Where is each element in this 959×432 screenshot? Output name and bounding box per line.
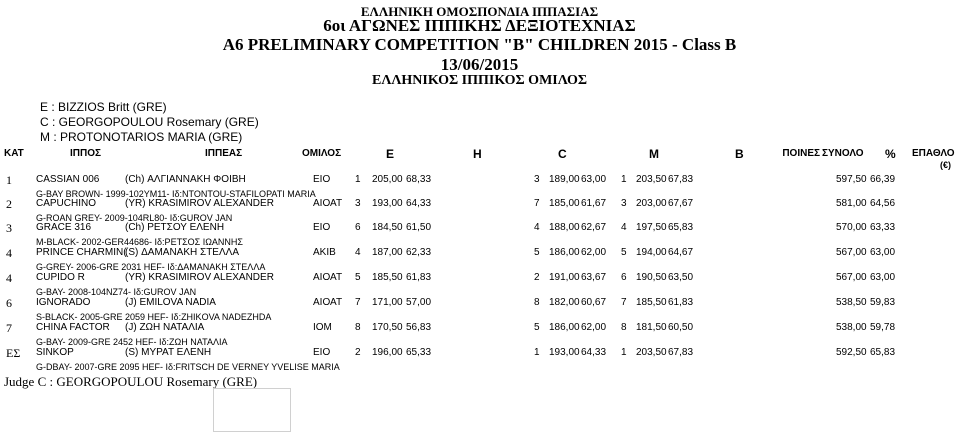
row-rank: 4 <box>6 271 12 285</box>
judges-list <box>40 100 259 145</box>
cell-c-rank: 4 <box>534 222 540 233</box>
cell-m-pct: 63,50 <box>668 272 694 283</box>
judge-c: C : GEORGOPOULOU Rosemary (GRE) <box>40 115 259 129</box>
col-c: C <box>558 147 567 161</box>
cell-rider: (J) ΖΩΗ ΝΑΤΑΛΙΑ <box>125 322 205 333</box>
empty-note-box <box>213 388 291 432</box>
cell-club: ΙΟΜ <box>313 322 332 333</box>
cell-c-score: 186,00 <box>549 247 580 258</box>
col-b: B <box>735 147 744 161</box>
cell-m-rank: 3 <box>621 198 627 209</box>
cell-pct: 66,39 <box>870 174 896 185</box>
cell-m-pct: 65,83 <box>668 222 694 233</box>
cell-c-rank: 2 <box>534 272 540 283</box>
cell-m-pct: 60,50 <box>668 322 694 333</box>
cell-e-pct: 65,33 <box>406 347 432 358</box>
horse-details: M-BLACK- 2002-GER44686- Ιδ:ΡΕΤΣΟΣ ΙΩΑΝΝΗΣ <box>36 237 243 247</box>
cell-e-score: 196,00 <box>372 347 403 358</box>
col-e: E <box>386 147 395 161</box>
cell-m-score: 203,00 <box>636 198 667 209</box>
cell-c-pct: 62,00 <box>581 247 607 258</box>
cell-c-score: 185,00 <box>549 198 580 209</box>
col-rider: ΙΠΠΕΑΣ <box>205 148 243 159</box>
cell-c-score: 182,00 <box>549 297 580 308</box>
competition-date: 13/06/2015 <box>440 55 519 74</box>
row-rank: 6 <box>6 296 12 310</box>
cell-pct: 59,83 <box>870 297 896 308</box>
cell-m-pct: 67,67 <box>668 198 694 209</box>
cell-m-rank: 6 <box>621 272 627 283</box>
cell-horse: PRINCE CHARMIN( <box>36 247 127 258</box>
cell-club: ΕΙΟ <box>313 222 331 233</box>
cell-c-score: 191,00 <box>549 272 580 283</box>
cell-c-rank: 8 <box>534 297 540 308</box>
cell-c-pct: 60,67 <box>581 297 607 308</box>
cell-rider: (J) EMILOVA NADIA <box>125 297 216 308</box>
cell-total: 567,00 <box>836 247 867 258</box>
cell-m-pct: 67,83 <box>668 347 694 358</box>
col-kat: ΚΑΤ <box>4 148 24 159</box>
cell-rider: (S) ΜΥΡΑΤ ΕΛΕΝΗ <box>125 347 212 358</box>
cell-c-pct: 63,67 <box>581 272 607 283</box>
cell-club: ΑΙΟΑΤ <box>313 297 343 308</box>
cell-c-score: 188,00 <box>549 222 580 233</box>
footer-judge: Judge C : GEORGOPOULOU Rosemary (GRE) <box>4 374 258 389</box>
col-percent: % <box>885 147 896 161</box>
cell-m-score: 185,50 <box>636 297 667 308</box>
cell-e-score: 187,00 <box>372 247 403 258</box>
cell-rider: (Ch) ΑΛΓΙΑΝΝΑΚΗ ΦΟΙΒΗ <box>125 174 246 185</box>
cell-m-rank: 5 <box>621 247 627 258</box>
cell-total: 567,00 <box>836 272 867 283</box>
col-total: ΣΥΝΟΛΟ <box>822 148 864 159</box>
cell-rider: (Ch) ΡΕΤΣΟΥ ΕΛΕΝΗ <box>125 222 225 233</box>
cell-pct: 63,00 <box>870 247 896 258</box>
cell-m-rank: 8 <box>621 322 627 333</box>
cell-rider: (S) ΔΑΜΑΝΑΚΗ ΣΤΕΛΛΑ <box>125 247 240 258</box>
cell-horse: IGNORADO <box>36 297 91 308</box>
cell-rider: (YR) KRASIMIROV ALEXANDER <box>125 198 274 209</box>
cell-c-pct: 62,67 <box>581 222 607 233</box>
col-penalties: ΠΟΙΝΕΣ <box>782 148 820 159</box>
cell-m-score: 203,50 <box>636 174 667 185</box>
cell-c-pct: 62,00 <box>581 322 607 333</box>
cell-e-pct: 61,50 <box>406 222 432 233</box>
cell-horse: CAPUCHINO <box>36 198 97 209</box>
cell-c-rank: 3 <box>534 174 540 185</box>
cell-e-score: 170,50 <box>372 322 403 333</box>
cell-rider: (YR) KRASIMIROV ALEXANDER <box>125 272 274 283</box>
cell-horse: CUPIDO R <box>36 272 85 283</box>
cell-c-score: 186,00 <box>549 322 580 333</box>
judge-m: M : PROTONOTARIOS MARIA (GRE) <box>40 130 243 144</box>
cell-c-rank: 5 <box>534 247 540 258</box>
cell-m-rank: 4 <box>621 222 627 233</box>
col-horse: ΙΠΠΟΣ <box>70 148 102 159</box>
cell-c-pct: 64,33 <box>581 347 607 358</box>
cell-e-rank: 6 <box>355 222 361 233</box>
col-h: H <box>473 147 482 161</box>
cell-e-pct: 56,83 <box>406 322 432 333</box>
cell-e-pct: 62,33 <box>406 247 432 258</box>
col-m: M <box>649 147 659 161</box>
cell-m-score: 194,00 <box>636 247 667 258</box>
cell-e-rank: 2 <box>355 347 361 358</box>
cell-club: ΑΙΟΑΤ <box>313 272 343 283</box>
cell-total: 597,50 <box>836 174 867 185</box>
cell-m-score: 203,50 <box>636 347 667 358</box>
cell-pct: 63,33 <box>870 222 896 233</box>
organizer: ΕΛΛΗΝΙΚΟΣ ΙΠΠΙΚΟΣ ΟΜΙΛΟΣ <box>371 73 587 88</box>
cell-m-pct: 67,83 <box>668 174 694 185</box>
cell-total: 570,00 <box>836 222 867 233</box>
cell-horse: CASSIAN 006 <box>36 174 100 185</box>
cell-e-rank: 3 <box>355 198 361 209</box>
cell-m-pct: 64,67 <box>668 247 694 258</box>
cell-pct: 63,00 <box>870 272 896 283</box>
horse-details: S-BLACK- 2005-GRE 2059 HEF- Ιδ:ZHIKOVA NADEZHDA <box>36 312 272 322</box>
cell-total: 581,00 <box>836 198 867 209</box>
competition-title: A6 PRELIMINARY COMPETITION "B" CHILDREN 2015 - Class B <box>222 35 737 54</box>
cell-e-rank: 1 <box>355 174 361 185</box>
cell-club: ΑΙΟΑΤ <box>313 198 343 209</box>
cell-e-pct: 57,00 <box>406 297 432 308</box>
cell-club: ΕΙΟ <box>313 347 331 358</box>
cell-e-pct: 68,33 <box>406 174 432 185</box>
cell-e-score: 205,00 <box>372 174 403 185</box>
cell-e-score: 185,50 <box>372 272 403 283</box>
cell-m-score: 190,50 <box>636 272 667 283</box>
horse-details: G-ROAN GREY- 2009-104RL80- Ιδ:GUROV JAN <box>36 213 233 223</box>
cell-pct: 59,78 <box>870 322 896 333</box>
cell-pct: 65,83 <box>870 347 896 358</box>
cell-m-score: 197,50 <box>636 222 667 233</box>
cell-c-rank: 1 <box>534 347 540 358</box>
cell-e-score: 171,00 <box>372 297 403 308</box>
header-line-1: ΕΛΛΗΝΙΚΗ ΟΜΟΣΠΟΝΔΙΑ ΙΠΠΑΣΙΑΣ <box>360 4 599 19</box>
cell-e-score: 184,50 <box>372 222 403 233</box>
row-rank: ΕΣ <box>6 346 21 360</box>
cell-total: 538,00 <box>836 322 867 333</box>
cell-total: 592,50 <box>836 347 867 358</box>
cell-e-rank: 8 <box>355 322 361 333</box>
cell-m-score: 181,50 <box>636 322 667 333</box>
header-line-2: 6οι ΑΓΩΝΕΣ ΙΠΠΙΚΗΣ ΔΕΞΙΟΤΕΧΝΙΑΣ <box>323 16 636 35</box>
cell-e-rank: 7 <box>355 297 361 308</box>
cell-m-rank: 1 <box>621 347 627 358</box>
cell-horse: CHINA FACTOR <box>36 322 110 333</box>
cell-c-score: 193,00 <box>549 347 580 358</box>
horse-details: G-GREY- 2006-GRE 2031 HEF- Ιδ:ΔΑΜΑΝΑΚΗ ΣΤΕΛΛΑ <box>36 262 266 272</box>
cell-e-rank: 4 <box>355 247 361 258</box>
row-rank: 4 <box>6 246 12 260</box>
cell-club: ΑΚΙΒ <box>313 247 336 258</box>
judge-e: E : BIZZIOS Britt (GRE) <box>40 100 167 114</box>
euro-unit: (€) <box>940 160 951 170</box>
col-club: ΟΜΙΛΟΣ <box>302 148 342 159</box>
row-rank: 3 <box>6 221 12 235</box>
row-rank: 1 <box>6 173 12 187</box>
cell-pct: 64,56 <box>870 198 896 209</box>
horse-details: G-BAY- 2009-GRE 2452 HEF- Ιδ:ΖΩΗ ΝΑΤΑΛΙΑ <box>36 337 228 347</box>
cell-c-pct: 61,67 <box>581 198 607 209</box>
cell-total: 538,50 <box>836 297 867 308</box>
cell-m-rank: 7 <box>621 297 627 308</box>
horse-details: G-BAY- 2008-104NZ74- Ιδ:GUROV JAN <box>36 287 197 297</box>
cell-club: ΕΙΟ <box>313 174 331 185</box>
cell-c-rank: 5 <box>534 322 540 333</box>
horse-details: G-BAY BROWN- 1999-102YM11- Ιδ:ΝΤΟΝΤΟU-STAFILOPATI MARIA <box>36 189 316 199</box>
row-rank: 2 <box>6 197 12 211</box>
cell-c-pct: 63,00 <box>581 174 607 185</box>
row-rank: 7 <box>6 321 12 335</box>
cell-e-score: 193,00 <box>372 198 403 209</box>
horse-details: G-DBAY- 2007-GRE 2095 HEF- Ιδ:FRITSCH DE VERNEY YVELISE MARIA <box>36 362 340 372</box>
cell-m-rank: 1 <box>621 174 627 185</box>
cell-horse: GRACE 316 <box>36 222 92 233</box>
cell-e-rank: 5 <box>355 272 361 283</box>
cell-e-pct: 64,33 <box>406 198 432 209</box>
cell-c-rank: 7 <box>534 198 540 209</box>
col-prize: ΕΠΑΘΛΟ <box>912 148 955 159</box>
cell-c-score: 189,00 <box>549 174 580 185</box>
cell-e-pct: 61,83 <box>406 272 432 283</box>
cell-m-pct: 61,83 <box>668 297 694 308</box>
cell-horse: SINKOP <box>36 347 74 358</box>
